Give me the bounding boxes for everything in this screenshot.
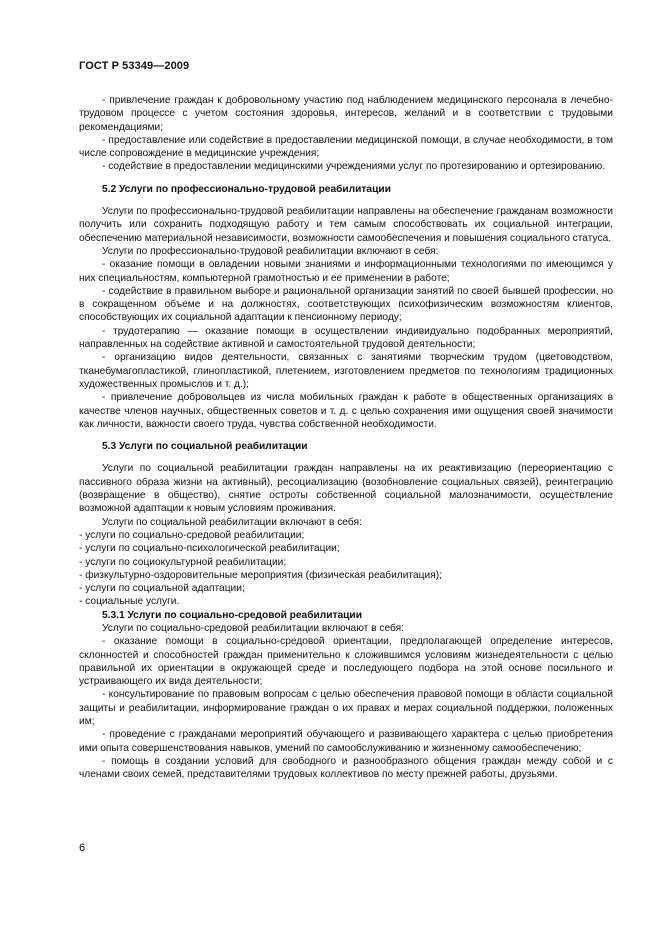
list-item: - услуги по социальной адаптации; [79, 583, 245, 595]
paragraph: Услуги по профессионально-трудовой реабилитации включают в себя: [102, 245, 439, 257]
section-heading-5-2: 5.2 Услуги по профессионально-трудовой реабилитации [102, 183, 391, 195]
paragraph: Услуги по профессионально-трудовой реабилитации направлены на обеспечение гражданам возможности получить или сохранить подходящую работу и тем самым способствовать их социальной интеграции, обеспечению материальной независимости, возможности самообеспечения и повышения социального статуса. [79, 206, 613, 244]
list-item: - трудотерапию — оказание помощи в осуществлении индивидуально подобранных мероприятий, направленных на содействие активной и самостоятельной трудовой деятельности; [79, 325, 613, 351]
intro-item: - привлечение граждан к добровольному участию под наблюдением медицинского персонала в лечебно-трудовом процессе с учетом состояния здоровья, интересов, желаний и в соответствии с трудовыми рекомендациями; [79, 95, 613, 133]
list-item: - оказание помощи в овладении новыми знаниями и информационными технологиями по имеющимся у них специальностям, компьютерной грамотностью и ее применении в работе; [79, 259, 613, 284]
intro-item: - содействие в предоставлении медицинскими учреждениями услуг по протезированию и ортезированию. [102, 161, 606, 173]
list-item: - услуги по социально-психологической реабилитации; [79, 543, 340, 555]
list-item: - услуги по социокультурной реабилитации; [79, 556, 287, 568]
page-header-standard: ГОСТ Р 53349—2009 [79, 60, 190, 72]
section-heading-5-3-1: 5.3.1 Услуги по социально-средовой реабилитации [102, 609, 362, 621]
list-item: - физкультурно-оздоровительные мероприятия (физическая реабилитация); [79, 569, 442, 581]
paragraph: Услуги по социальной реабилитации включают в себя: [102, 516, 362, 528]
list-item: - оказание помощи в социально-средовой ориентации, предполагающей определение интересов, склонностей и способностей граждан применительно к сложившимся условиям жизнедеятельности с целью правильной их ориентации в окружающей среде и последующего подбора на этой основе посильного и устраивающего их вида деятельности; [79, 636, 613, 688]
page-number: 6 [79, 842, 86, 854]
paragraph: Услуги по социальной реабилитации граждан направлены на их реактивизацию (переориентацию с пассивного образа жизни на активный), ресоциализацию (возобновление социальных связей), реинтеграцию (возвращение в общество), снятие остроты собственной социальной малозначимости, осуществление возможной адаптации к новым условиям проживания. [79, 463, 613, 515]
list-item: - проведение с гражданами мероприятий обучающего и развивающего характера с целью приобретения ими опыта совершенствования навыков, умений по самообслуживанию и жизненному самообеспечению; [79, 729, 613, 754]
list-item: - консультирование по правовым вопросам с целью обеспечения правовой помощи в области социальной защиты и реабилитации, информирование граждан о их правах и мерах социальной поддержки, положенных им; [79, 689, 613, 728]
list-item: - социальные услуги. [79, 596, 180, 608]
document-body [79, 94, 613, 782]
list-item: - привлечение добровольцев из числа мобильных граждан к работе в общественных организациях в качестве членов научных, общественных советов и т. д. с целью сохранения ими ощущения своей значимости как личности, важности своего труда, чувства собственной необходимости. [79, 392, 613, 430]
list-item: - организацию видов деятельности, связанных с занятиями творческим трудом (цветоводством, тканебумагопластикой, глинопластикой, плетением, изготовлением предметов по технологиям традиционных художественных промыслов и т. д.); [79, 352, 613, 390]
section-heading-5-3: 5.3 Услуги по социальной реабилитации [102, 441, 308, 453]
list-item: - содействие в правильном выборе и рациональной организации занятий по своей бывшей профессии, но в сокращенном объеме и на должностях, соответствующих психофизическим возможностям клиентов, способствующих их социальной адаптации к пенсионному периоду; [79, 285, 613, 324]
list-item: - услуги по социально-средовой реабилитации; [79, 529, 305, 541]
intro-item: - предоставление или содействие в предоставлении медицинской помощи, в случае необходимости, в том числе сопровождение в медицинские учреждения; [79, 134, 613, 160]
paragraph: Услуги по социально-средовой реабилитации включают в себя: [102, 622, 404, 634]
list-item: - помощь в создании условий для свободного и разнообразного общения граждан между собой и с членами своих семей, представителями трудовых коллективов по месту прежней работы, друзьями. [79, 755, 613, 781]
